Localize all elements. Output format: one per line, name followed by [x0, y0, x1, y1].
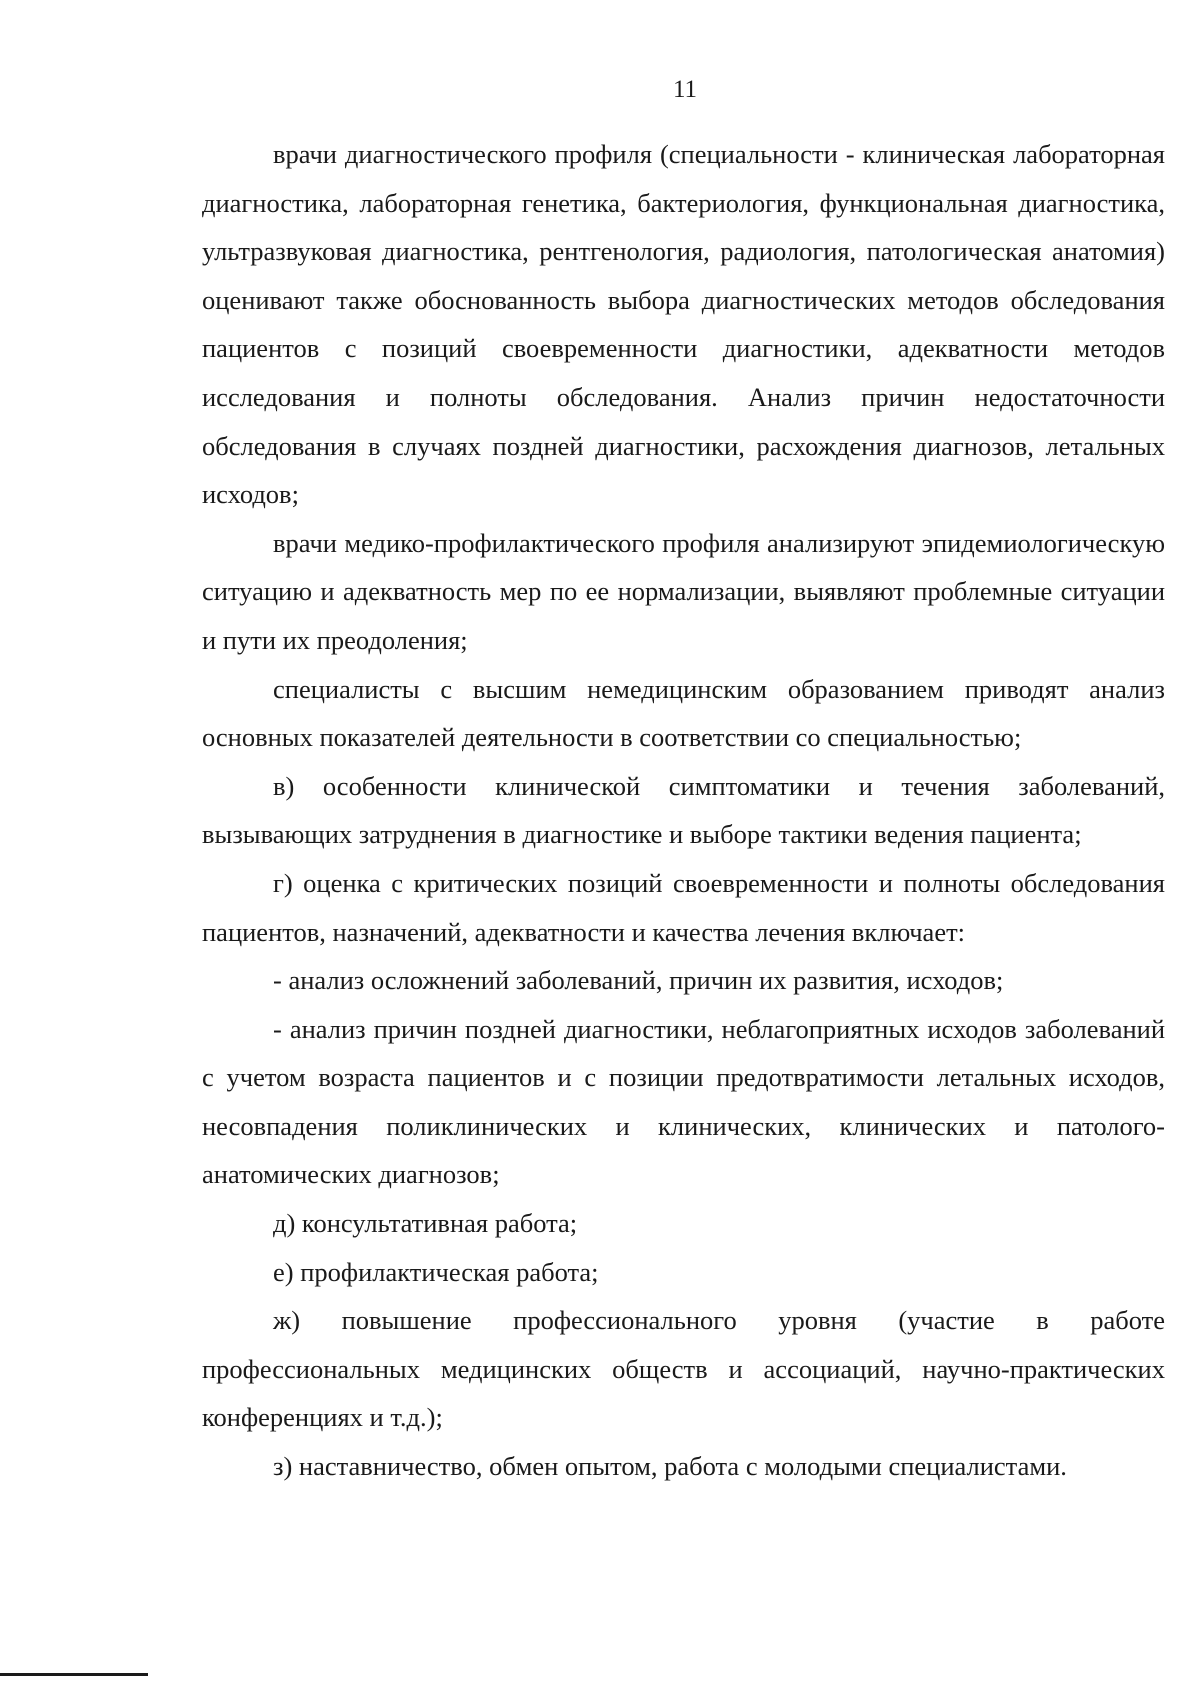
paragraph-item-zh: ж) повышение профессионального уровня (участие в работе профессиональных медицинских обществ и ассоциаций, научно-практических конференциях и т.д.);	[202, 1305, 1165, 1433]
paragraph-preventive-doctors: врачи медико-профилактического профиля анализируют эпидемиологическую ситуацию и адекватность мер по ее нормализации, выявляют проблемные ситуации и пути их преодоления;	[202, 527, 1165, 655]
page-number: 11	[672, 76, 698, 103]
footnote-rule	[0, 1673, 148, 1676]
paragraph-item-d: д) консультативная работа;	[273, 1208, 578, 1239]
paragraph-item-v: в) особенности клинической симптоматики и течения заболеваний, вызывающих затруднения в диагностике и выборе тактики ведения пациента;	[202, 770, 1165, 850]
paragraph-complications-analysis: - анализ осложнений заболеваний, причин их развития, исходов;	[273, 965, 1004, 996]
paragraph-item-e: е) профилактическая работа;	[273, 1256, 599, 1287]
paragraph-diagnostic-doctors: врачи диагностического профиля (специальности - клиническая лабораторная диагностика, лабораторная генетика, бактериология, функциональная диагностика, ультразвуковая диагностика, рентгенология, радиология, патологическая анатомия) оценивают также обоснованность выбора диагностических методов обследования пациентов с позиций своевременности диагностики, адекватности методов исследования и полноты обследования. Анализ причин недостаточности обследования в случаях поздней диагностики, расхождения диагнозов, летальных исходов;	[202, 139, 1165, 510]
paragraph-non-medical-specialists: специалисты с высшим немедицинским образованием приводят анализ основных показателей деятельности в соответствии со специальностью;	[202, 673, 1165, 753]
paragraph-item-z: з) наставничество, обмен опытом, работа с молодыми специалистами.	[273, 1451, 1067, 1482]
paragraph-item-g: г) оценка с критических позиций своевременности и полноты обследования пациентов, назначений, адекватности и качества лечения включает:	[202, 867, 1165, 947]
paragraph-late-diagnosis-analysis: - анализ причин поздней диагностики, неблагоприятных исходов заболеваний с учетом возраста пациентов и с позиции предотвратимости летальных исходов, несовпадения поликлинических и клинических, клинических и патолого-анатомических диагнозов;	[202, 1013, 1165, 1190]
document-body	[202, 130, 1165, 1491]
